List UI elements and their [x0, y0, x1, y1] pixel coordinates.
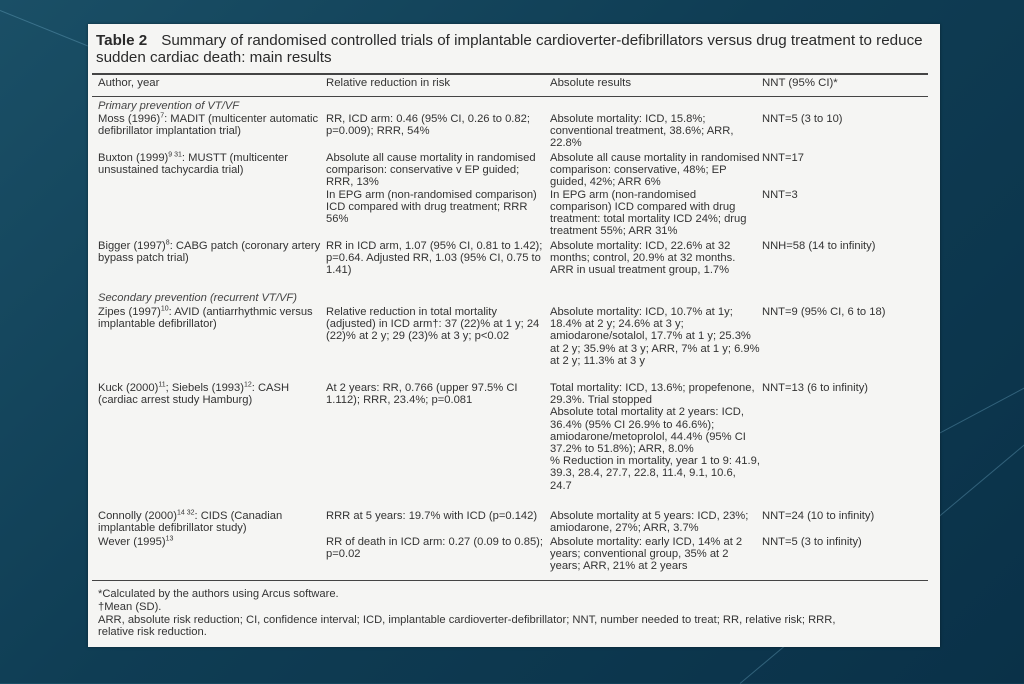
header-author: Author, year	[98, 77, 160, 89]
table-row-author: Buxton $(1999)^{9 31}$: MUSTT (multicenter unsustained tachycardia trial)	[98, 151, 288, 177]
section-label-secondary: Secondary prevention (recurrent VT/VF)	[98, 292, 297, 304]
footnote: relative risk reduction.	[98, 626, 207, 639]
footnote: †Mean (SD).	[98, 600, 162, 613]
table-row-nnt: NNH=58 (14 to infinity)	[762, 240, 876, 252]
table-row-author: Wever $(1995)^{13}$	[98, 535, 174, 548]
table-row-absolute: Absolute mortality: ICD, 22.6% at 32 months; control, 20.9% at 32 months. ARR in usual treatment group, 1.7%	[550, 240, 736, 277]
header-rule	[92, 96, 928, 97]
table-row-author: Zipes $(1997)^{10}$: AVID (antiarrhythmic versus implantable defibrillator)	[98, 305, 313, 331]
table-label: Table 2	[96, 32, 148, 49]
table-row-nnt: NNT=5 (3 to infinity)	[762, 536, 862, 548]
table-row-relative: At 2 years: RR, 0.766 (upper 97.5% CI 1.112); RRR, 23.4%; p=0.081	[326, 382, 518, 407]
table-row-absolute: Total mortality: ICD, 13.6%; propefenone, 29.3%. Trial stopped Absolute total mortality at 2 years: ICD, 36.4% (95% CI 26.9% to 46.6%); amiodarone/metoprolol, 44.4% (95% CI 37.2% to 51.8%); ARR, 8.0% % Reduction in mortality, year 1 to 9: 41.9, 39.3, 28.4, 27.7, 22.8, 11.4, 9.1, 10.6, 24.7	[550, 382, 760, 492]
header-nnt: NNT (95% CI)*	[762, 77, 838, 89]
footnote: *Calculated by the authors using Arcus software.	[98, 588, 339, 600]
table-row-author: Moss $(1996)^7$: MADIT (multicenter automatic defibrillator implantation trial)	[98, 112, 319, 138]
bottom-rule	[92, 580, 928, 581]
table-row-nnt: NNT=9 (95% CI, 6 to 18)	[762, 306, 886, 318]
table-row-author: Kuck $(2000)^{11}$; Siebels $(1993)^{12}$: CASH (cardiac arrest study Hamburg)	[98, 381, 290, 407]
table-row-relative: RR, ICD arm: 0.46 (95% CI, 0.26 to 0.82; p=0.009); RRR, 54%	[326, 113, 530, 138]
footnote: ARR, absolute risk reduction; CI, confidence interval; ICD, implantable cardioverter-defibrillator; NNT, number needed to treat; RR, relative risk; RRR,	[98, 613, 836, 626]
section-label-primary: Primary prevention of VT/VF	[98, 100, 240, 112]
table-row-relative: Relative reduction in total mortality (adjusted) in ICD arm†: 37 (22)% at 1 y; 24 (22)% at 2 y; 29 (23)% at 3 y; p<0.02	[326, 306, 540, 343]
table-row-relative: RR of death in ICD arm: 0.27 (0.09 to 0.85); p=0.02	[326, 536, 544, 561]
table-row-relative: Absolute all cause mortality in randomised comparison: conservative v EP guided; RRR, 13% In EPG arm (non-randomised comparison) ICD compared with drug treatment; RRR 56%	[326, 152, 537, 226]
table-row-absolute: Absolute all cause mortality in randomised comparison: conservative, 48%; EP guided, 42%; ARR 6% In EPG arm (non-randomised comparison) ICD compared with drug treatment: total mortality ICD 24%; drug treatment 55%; ARR 31%	[550, 152, 760, 238]
table-row-relative: RR in ICD arm, 1.07 (95% CI, 0.81 to 1.42); p=0.64. Adjusted RR, 1.03 (95% CI, 0.75 to 1.41)	[326, 240, 543, 277]
table-row-relative: RRR at 5 years: 19.7% with ICD (p=0.142)	[326, 510, 538, 522]
table-row-author: Connolly $(2000)^{14 32}$: CIDS (Canadian implantable defibrillator study)	[98, 509, 283, 535]
table-row-nnt: NNT=17 NNT=3	[762, 152, 804, 201]
footnotes	[98, 588, 928, 639]
table-row-author: Bigger $(1997)^8$: CABG patch (coronary artery bypass patch trial)	[98, 239, 321, 265]
table-row-absolute: Absolute mortality: ICD, 15.8%; conventional treatment, 38.6%; ARR, 22.8%	[550, 113, 734, 150]
table-row-absolute: Absolute mortality: early ICD, 14% at 2 years; conventional group, 35% at 2 years; ARR, 21% at 2 years	[550, 536, 743, 573]
table-row-nnt: NNT=13 (6 to infinity)	[762, 382, 869, 394]
scanned-table-page	[88, 24, 940, 647]
table-row-nnt: NNT=5 (3 to 10)	[762, 113, 843, 125]
header-absolute: Absolute results	[550, 77, 632, 89]
header-relative: Relative reduction in risk	[326, 77, 451, 89]
table-title	[96, 32, 932, 66]
table-row-absolute: Absolute mortality at 5 years: ICD, 23%; amiodarone, 27%; ARR, 3.7%	[550, 510, 749, 535]
table-row-absolute: Absolute mortality: ICD, 10.7% at 1y; 18.4% at 2 y; 24.6% at 3 y; amiodarone/sotalol, 17.7% at 1 y; 25.3% at 2 y; 35.9% at 3 y; ARR, 7% at 1 y; 6.9% at 2 y; 11.3% at 3 y	[550, 306, 760, 367]
table-header-row	[92, 75, 928, 95]
table-body	[88, 98, 940, 578]
table-row-nnt: NNT=24 (10 to infinity)	[762, 510, 875, 522]
table-caption: Summary of randomised controlled trials of implantable cardioverter-defibrillators versus drug treatment to reduce sudden cardiac death: main results	[96, 32, 923, 66]
